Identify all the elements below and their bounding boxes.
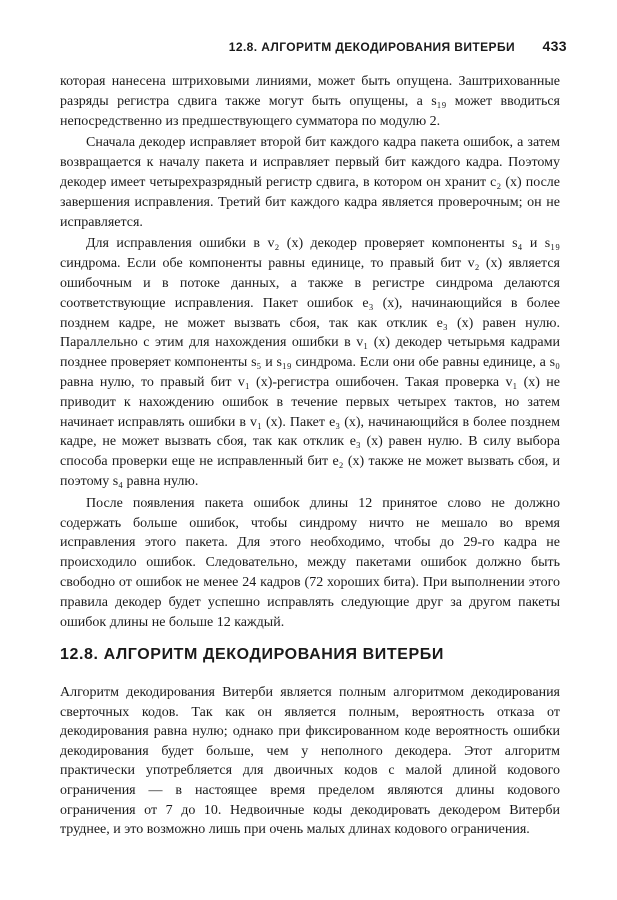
paragraph-continuation: которая нанесена штриховыми линиями, может быть опущена. Заштрихованные разряды регистра сдвига также могут быть опущены, а s₁₉ может вводиться непосредственно из предшествующего сумматора по модулю 2. <box>60 74 560 129</box>
paragraph-error-correction: Для исправления ошибки в v₂ (x) декодер проверяет компоненты s₄ и s₁₉ синдрома. Если обе компоненты равны единице, то правый бит v₂ (x) является ошибочным и в потоке данных, а также в регистре синдрома делаются соответствующие исправления. Пакет ошибок e₃ (x), начинающийся в более позднем кадре, не может вызвать сбоя, так как отклик e₃ (x) равен нулю. Параллельно с этим для нахождения ошибки в v₁ (x) декодер четырьмя кадрами позднее проверяет компоненты s₅ и s₁₉ синдрома. Если они обе равны единице, а s₀ равна нулю, то правый бит v₁ (x)-регистра ошибочен. Такая проверка v₁ (x) не приводит к нахождению ошибок в течение первых четырех тактов, но затем начинает исправлять ошибки в v₁ (x). Пакет e₃ (x), начинающийся в более позднем кадре, не может вызвать сбоя, так как отклик e₃ (x) равен нулю. В силу выбора способа проверки еще не исправленный бит e₂ (x) также не может вызвать сбоя, и поэтому s₄ равна нулю. <box>60 236 560 489</box>
running-head <box>60 38 567 58</box>
page-number: 433 <box>542 38 567 54</box>
section-heading: 12.8. АЛГОРИТМ ДЕКОДИРОВАНИЯ ВИТЕРБИ <box>60 646 444 663</box>
body-text <box>60 72 560 632</box>
section-text <box>60 683 560 840</box>
paragraph-burst-length: После появления пакета ошибок длины 12 принятое слово не должно содержать больше ошибок, чтобы синдрому ничто не мешало во время исправления этого пакета. Для этого необходимо, чтобы до 29-го кадра не происходило ошибок. Следовательно, между пакетами ошибок должно быть свободно от ошибок не менее 24 кадров (72 хороших бита). При выполнении этого правила декодер будет успешно исправлять следующие друг за другом пакеты ошибок длины не больше 12 каждый. <box>60 495 560 630</box>
paragraph-viterbi-intro: Алгоритм декодирования Витерби является полным алгоритмом декодирования сверточных кодов. Так как он является полным, вероятность отказа от декодирования равна нулю; однако при фиксированном коде вероятность ошибки декодирования будет больше, чем у неполного декодера. Этот алгоритм практически употребляется для двоичных кодов с малой длиной кодового ограничения — в настоящее время пределом являются длины кодового ограничения от 7 до 10. Недвоичные коды декодировать декодером Витерби труднее, и это возможно лишь при очень малых длинах кодового ограничения. <box>60 685 560 838</box>
running-head-title: 12.8. АЛГОРИТМ ДЕКОДИРОВАНИЯ ВИТЕРБИ <box>228 40 515 54</box>
paragraph-decoder-order: Сначала декодер исправляет второй бит каждого кадра пакета ошибок, а затем возвращается к началу пакета и исправляет первый бит каждого кадра. Поэтому декодер имеет четырехразрядный регистр сдвига, в котором он хранит c₂ (x) после завершения исправления. Третий бит каждого кадра является проверочным; он не исправляется. <box>60 135 560 230</box>
